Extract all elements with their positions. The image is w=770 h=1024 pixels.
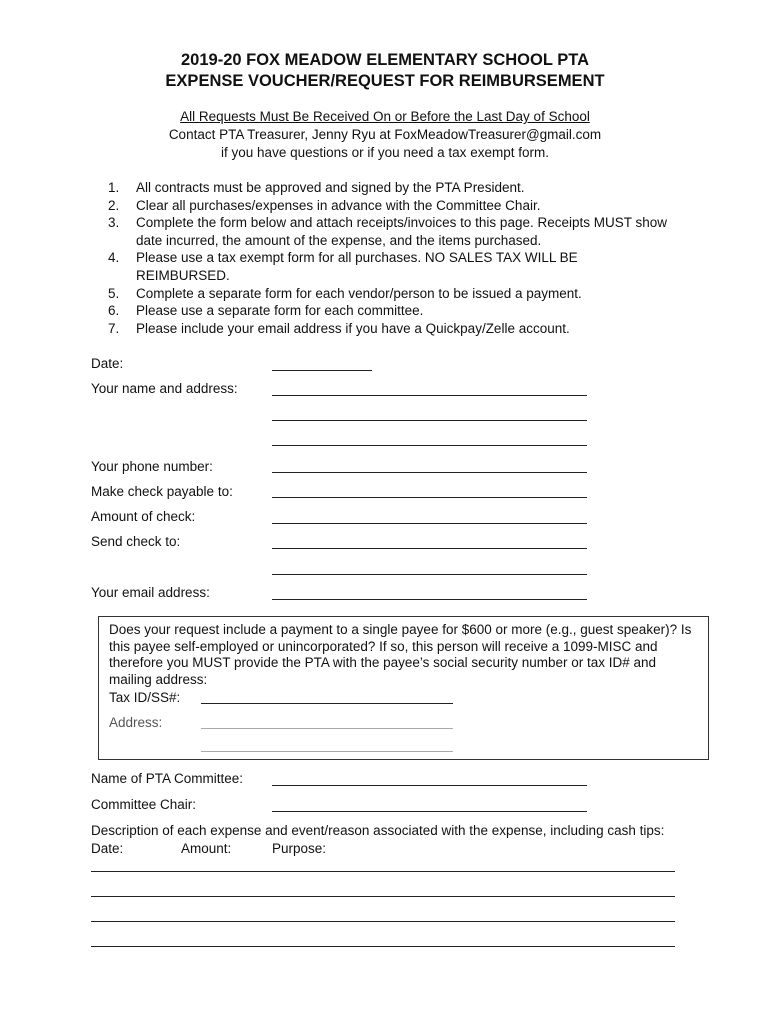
list-text: All contracts must be approved and signed by the PTA President. xyxy=(136,180,525,195)
tax-id-label: Tax ID/SS#: xyxy=(109,690,181,705)
amount-label: Amount of check: xyxy=(91,509,196,524)
committee-label: Name of PTA Committee: xyxy=(91,771,244,786)
send-to-field-line2[interactable] xyxy=(272,574,587,575)
questions-note: if you have questions or if you need a tax exempt form. xyxy=(221,145,549,160)
list-number: 4. xyxy=(108,250,120,266)
form-title-line2: EXPENSE VOUCHER/REQUEST FOR REIMBURSEMENT xyxy=(165,72,605,90)
expense-line-1[interactable] xyxy=(91,871,675,872)
name-address-field-line2[interactable] xyxy=(272,420,587,421)
form-title-line1: 2019-20 FOX MEADOW ELEMENTARY SCHOOL PTA xyxy=(181,51,589,69)
amount-field[interactable] xyxy=(272,523,587,524)
deadline-notice xyxy=(0,108,770,126)
list-item xyxy=(108,302,668,320)
payee-address-label: Address: xyxy=(109,715,163,730)
email-label: Your email address: xyxy=(91,585,210,600)
expense-line-2[interactable] xyxy=(91,896,675,897)
list-text: Please use a separate form for each committee. xyxy=(136,303,424,319)
list-text: Complete the form below and attach receipts/invoices to this page. Receipts MUST show date incurred, the amount of the expense, and the items purchased. xyxy=(136,215,668,248)
list-number: 6. xyxy=(108,303,120,319)
date-label: Date: xyxy=(91,356,124,371)
name-address-label: Your name and address: xyxy=(91,381,238,396)
list-text: Please include your email address if you have a Quickpay/Zelle account. xyxy=(136,320,570,336)
list-number: 5. xyxy=(108,285,120,301)
send-to-label: Send check to: xyxy=(91,534,181,549)
column-amount-label: Amount: xyxy=(181,841,232,856)
list-item xyxy=(108,179,668,197)
chair-field[interactable] xyxy=(272,811,587,812)
treasurer-contact: Contact PTA Treasurer, Jenny Ryu at FoxMeadowTreasurer@gmail.com xyxy=(168,127,602,142)
list-item xyxy=(108,249,668,284)
name-address-field-line3[interactable] xyxy=(272,445,587,446)
expense-description-heading: Description of each expense and event/reason associated with the expense, including cash tips: xyxy=(91,823,665,838)
column-purpose-label: Purpose: xyxy=(272,841,327,856)
deadline-text: All Requests Must Be Received On or Before the Last Day of School xyxy=(180,109,590,124)
payee-address-field-line1[interactable] xyxy=(201,728,453,729)
chair-label: Committee Chair: xyxy=(91,797,197,812)
column-date-label: Date: xyxy=(91,841,124,856)
expense-line-4[interactable] xyxy=(91,946,675,947)
phone-label: Your phone number: xyxy=(91,459,213,474)
list-item xyxy=(108,320,668,338)
list-number: 7. xyxy=(108,320,120,336)
tax-info-question: Does your request include a payment to a single payee for $600 or more (e.g., guest speaker)? Is this payee self-employed or unincorporated? If so, this person will receive a 1099-MISC and therefore you MUST provide the PTA with the payee’s social security number or tax ID# and mailing address: xyxy=(109,622,692,687)
payable-to-field[interactable] xyxy=(272,497,587,498)
committee-field[interactable] xyxy=(272,785,587,786)
list-number: 3. xyxy=(108,215,120,231)
expense-line-3[interactable] xyxy=(91,921,675,922)
send-to-field-line1[interactable] xyxy=(272,548,587,549)
list-item xyxy=(108,197,668,215)
list-text: Please use a tax exempt form for all purchases. NO SALES TAX WILL BE REIMBURSED. xyxy=(136,250,578,283)
list-item xyxy=(108,214,668,249)
phone-field[interactable] xyxy=(272,472,587,473)
list-number: 2. xyxy=(108,197,120,213)
payable-to-label: Make check payable to: xyxy=(91,484,233,499)
tax-id-field[interactable] xyxy=(201,703,453,704)
list-number: 1. xyxy=(108,180,120,195)
list-text: Complete a separate form for each vendor/person to be issued a payment. xyxy=(136,285,582,301)
instructions-list xyxy=(108,179,668,337)
date-field[interactable] xyxy=(272,370,372,371)
list-item xyxy=(108,285,668,303)
name-address-field-line1[interactable] xyxy=(272,395,587,396)
tax-info-box xyxy=(98,616,709,760)
list-text: Clear all purchases/expenses in advance with the Committee Chair. xyxy=(136,197,541,213)
email-field[interactable] xyxy=(272,599,587,600)
payee-address-field-line2[interactable] xyxy=(201,751,453,752)
